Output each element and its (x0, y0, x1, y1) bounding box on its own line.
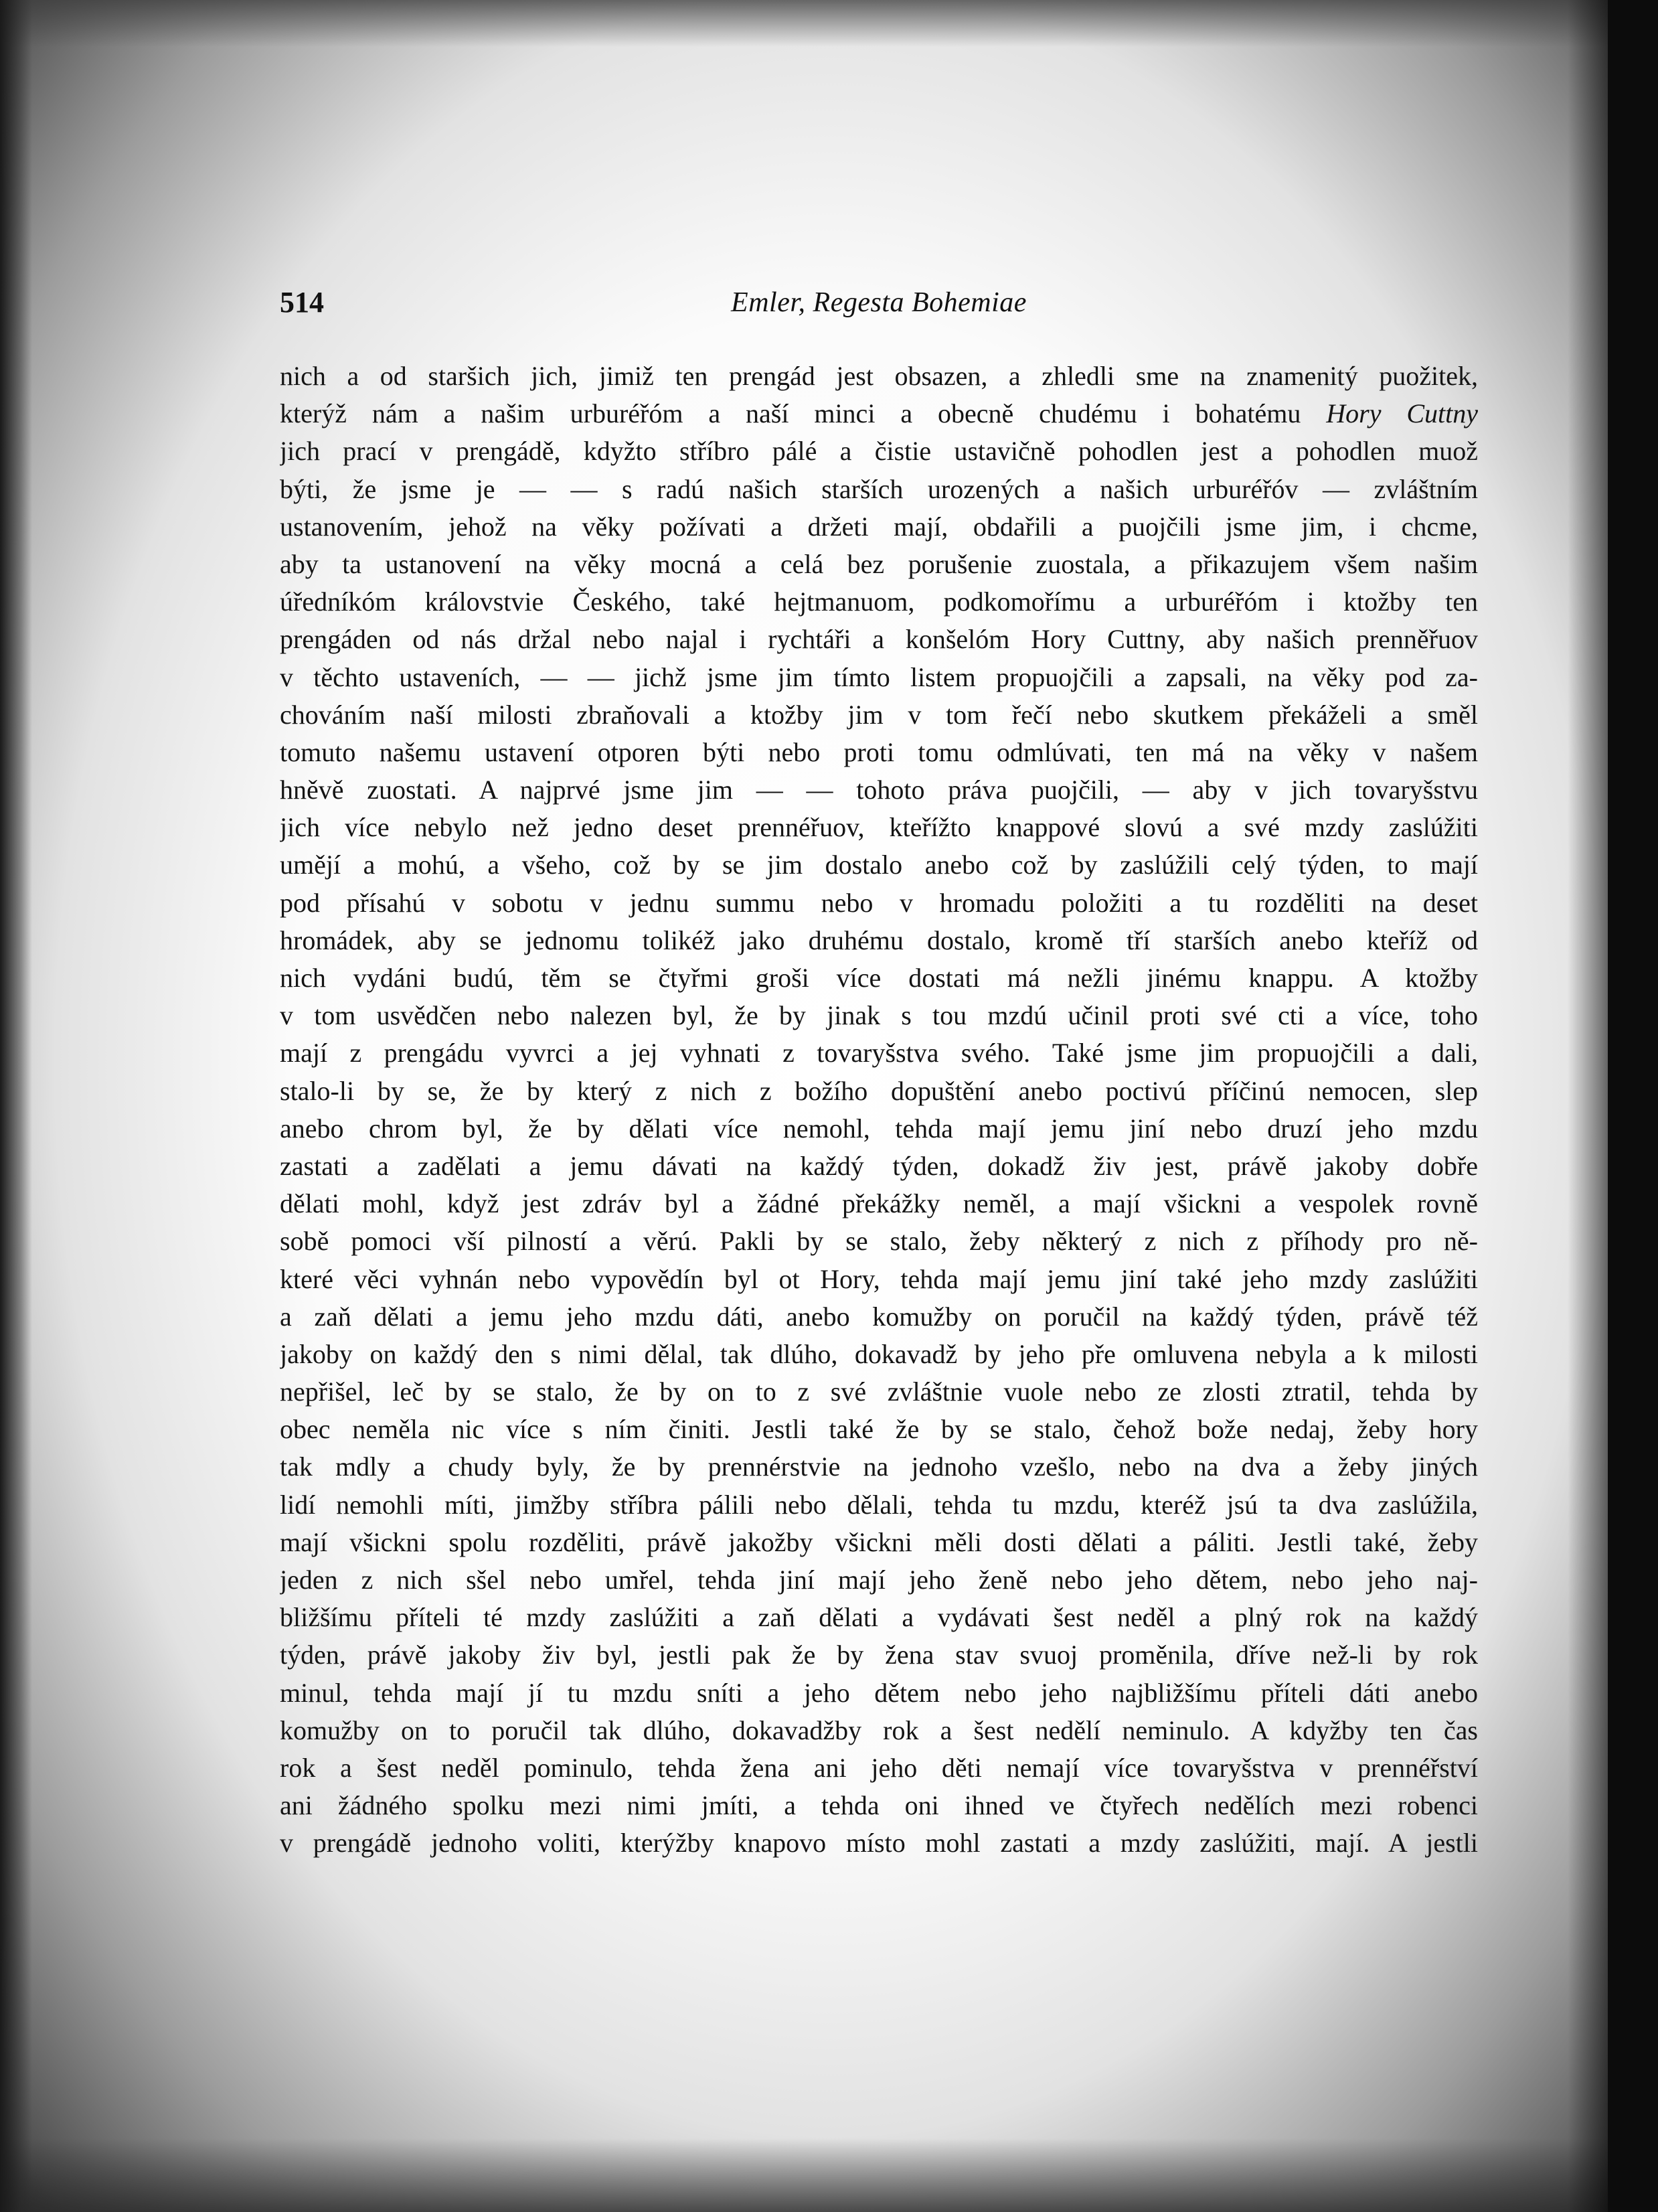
scan-shadow-left (0, 0, 32, 2212)
text-line: prengáden od nás držal nebo najal i rychtáři a konšelóm Hory Cuttny, aby našich prenněřuov (280, 624, 1478, 655)
text-line: umějí a mohú, a všeho, což by se jim dostalo anebo což by zaslúžili celý týden, to mají (280, 850, 1478, 880)
text-line: které věci vyhnán nebo vypovědín byl ot Hory, tehda mají jemu jiní také jeho mzdy zaslúžiti (280, 1263, 1478, 1294)
text-line: týden, právě jakoby živ byl, jestli pak že by žena stav svuoj proměnila, dříve než-li by rok (280, 1640, 1478, 1670)
page-header (280, 281, 1478, 328)
text-line: pod přísahú v sobotu v jednu summu nebo v hromadu položiti a tu rozděliti na deset (280, 887, 1478, 918)
text-line: hněvě zuostati. A najprvé jsme jim — — tohoto práva puojčili, — aby v jich tovaryšstvu (280, 775, 1478, 805)
text-line: dělati mohl, když jest zdráv byl a žádné překážky neměl, a mají všickni a vespolek rovně (280, 1188, 1478, 1219)
text-line: jakoby on každý den s nimi dělal, tak dlúho, dokavadž by jeho pře omluvena nebyla a k milosti (280, 1338, 1478, 1369)
text-line: kterýž nám a našim urburéřóm a naší minci a obecně chudému i bohatému Hory Cuttny (280, 398, 1478, 429)
text-line: býti, že jsme je — — s radú našich starších urozených a našich urburéřóv — zvláštním (280, 473, 1478, 504)
scan-shadow-bottom (0, 2138, 1658, 2212)
scan-shadow-top (0, 0, 1658, 47)
text-line: hromádek, aby se jednomu tolikéž jako druhému dostalo, kromě tří starších anebo kteříž od (280, 925, 1478, 955)
text-line: úředníkóm královstvie Českého, také hejtmanuom, podkomořímu a urburéřóm i ktožby ten (280, 586, 1478, 617)
text-line: bližšímu příteli té mzdy zaslúžiti a zaň dělati a vydávati šest neděl a plný rok na každý (280, 1602, 1478, 1633)
text-line: jich více nebylo než jedno deset prennéřuov, kteřížto knappové slovú a své mzdy zaslúžiti (280, 812, 1478, 843)
text-line: ustanovením, jehož na věky požívati a držeti mají, obdařili a puojčili jsme jim, i chcme, (280, 511, 1478, 542)
text-line: obec neměla nic více s ním činiti. Jestli také že by se stalo, čehož bože nedaj, žeby hory (280, 1414, 1478, 1445)
text-line: nepřišel, leč by se stalo, že by on to z své zvláštnie vuole nebo ze zlosti ztratil, tehda by (280, 1376, 1478, 1407)
text-line: v těchto ustaveních, — — jichž jsme jim tímto listem propuojčili a zapsali, na věky pod za- (280, 661, 1478, 692)
text-line: sobě pomoci vší pilností a věrú. Pakli by se stalo, žeby některý z nich z příhody pro ně- (280, 1226, 1478, 1257)
text-line: komužby on to poručil tak dlúho, dokavadžby rok a šest nedělí neminulo. A kdyžby ten čas (280, 1715, 1478, 1745)
scan-border-right (1608, 0, 1658, 2212)
text-line: anebo chrom byl, že by dělati více nemohl, tehda mají jemu jiní nebo druzí jeho mzdu (280, 1113, 1478, 1143)
text-line: nich vydáni budú, těm se čtyřmi groši více dostati má nežli jinému knappu. A ktožby (280, 963, 1478, 993)
text-line: jeden z nich sšel nebo umřel, tehda jiní mají jeho ženě nebo jeho dětem, nebo jeho naj- (280, 1565, 1478, 1595)
text-line: mají z prengádu vyvrci a jej vyhnati z tovaryšstva svého. Také jsme jim propuojčili a dali, (280, 1038, 1478, 1069)
text-line: tomuto našemu ustavení otporen býti nebo proti tomu odmlúvati, ten má na věky v našem (280, 736, 1478, 767)
text-line: lidí nemohli míti, jimžby stříbra pálili nebo dělali, tehda tu mzdu, kteréž jsú ta dva zaslúžila, (280, 1489, 1478, 1520)
body-text (280, 358, 1478, 1863)
text-line: ani žádného spolku mezi nimi jmíti, a tehda oni ihned ve čtyřech nedělích mezi robenci (280, 1790, 1478, 1821)
text-line: chováním naší milosti zbraňovali a ktožby jim v tom řečí nebo skutkem překáželi a směl (280, 699, 1478, 730)
text-line: v prengádě jednoho voliti, kterýžby knapovo místo mohl zastati a mzdy zaslúžiti, mají. A jestli (280, 1828, 1478, 1859)
text-line: rok a šest neděl pominulo, tehda žena ani jeho děti nemají více tovaryšstva v prennéřství (280, 1752, 1478, 1783)
scan-shadow-right (1568, 0, 1608, 2212)
text-line: a zaň dělati a jemu jeho mzdu dáti, anebo komužby on poručil na každý týden, právě též (280, 1301, 1478, 1332)
text-line: mají všickni spolu rozděliti, právě jakožby všickni měli dosti dělati a páliti. Jestli také, žeby (280, 1526, 1478, 1557)
text-line: v tom usvědčen nebo nalezen byl, že by jinak s tou mzdú učinil proti své cti a více, toho (280, 1000, 1478, 1031)
text-line: aby ta ustanovení na věky mocná a celá bez porušenie zuostala, a přikazujem všem našim (280, 548, 1478, 579)
page-number: 514 (280, 286, 324, 319)
text-line: tak mdly a chudy byly, že by prennérstvie na jednoho vzešlo, nebo na dva a žeby jiných (280, 1451, 1478, 1482)
text-line: jich prací v prengádě, kdyžto stříbro pálé a čistie ustavičně pohodlen jest a pohodlen muož (280, 436, 1478, 467)
text-line: minul, tehda mají jí tu mzdu sníti a jeho dětem nebo jeho najbližšímu příteli dáti anebo (280, 1677, 1478, 1708)
italic-place-name: Hory Cuttny (1326, 398, 1478, 429)
running-title: Emler, Regesta Bohemiae (731, 287, 1027, 318)
text-line: stalo-li by se, že by který z nich z božího dopuštění anebo poctivú příčinú nemocen, slep (280, 1075, 1478, 1106)
text-line: nich a od staršich jich, jimiž ten prengád jest obsazen, a zhledli sme na znamenitý puožitek, (280, 361, 1478, 391)
text-line: zastati a zadělati a jemu dávati na každý týden, dokadž živ jest, právě jakoby dobře (280, 1150, 1478, 1181)
